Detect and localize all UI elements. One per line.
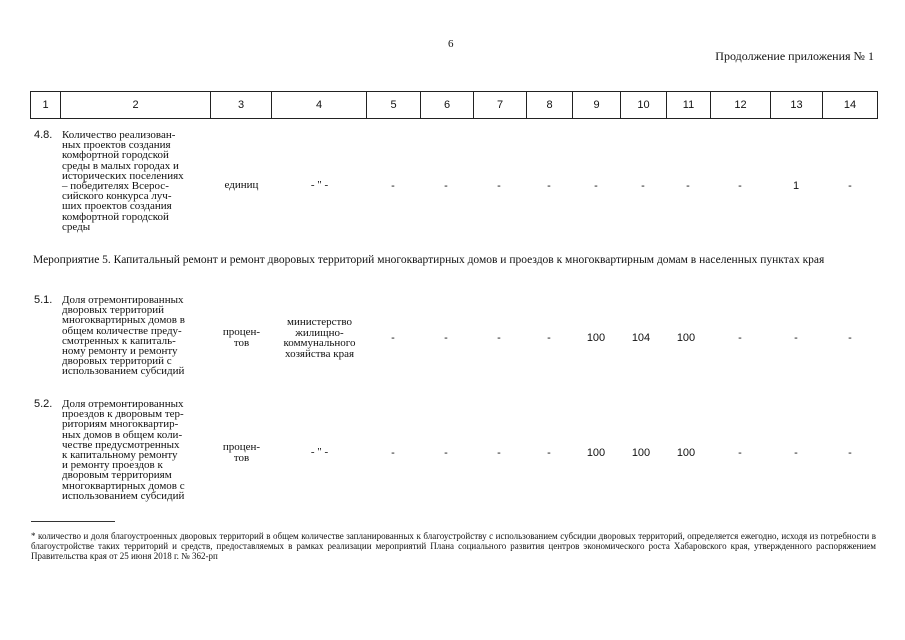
value-cell: -	[594, 180, 598, 192]
section-title: Мероприятие 5. Капитальный ремонт и ремонт дворовых территорий многоквартирных домов и проездов к многоквартирным домам в населенных пунктах края	[33, 254, 825, 266]
row-number: 4.8.	[34, 129, 53, 141]
footnote: * количество и доля благоустроенных дворовых территорий в общем количестве запланированных к благоустройству с использованием субсидии дворовых территорий, определяется ежегодно, исходя из потребности в благоустройстве таких территорий и средств, предоставляемых в рамках реализации мероприятий Плана социального развития центров экономического роста Хабаровского края, утвержденного распоряжением Правительства края от 25 июня 2018 г. № 362-рп	[31, 531, 876, 561]
value-cell: 1	[792, 180, 800, 192]
column-header: 4	[272, 92, 367, 119]
indicator-name: Количество реализован- ных проектов создания комфортной городской среды в малых городах и исторических поселениях – победителях Всерос- сийского конкурса луч- ших проектов создания комфортной городской среды	[62, 129, 184, 233]
value-cell: -	[444, 180, 448, 192]
value-cell: -	[497, 332, 501, 344]
continuation-label: Продолжение приложения № 1	[715, 49, 874, 63]
value-cell: -	[497, 447, 501, 459]
column-header: 7	[474, 92, 527, 119]
value-cell: 100	[676, 332, 696, 344]
column-header-table	[30, 91, 878, 119]
value-cell: -	[686, 180, 690, 192]
value-cell: -	[547, 332, 551, 344]
indicator-name: Доля отремонтированных дворовых территорий многоквартирных домов в общем количестве преду- смотренных к капиталь- ному ремонту и ремонту дворовых территорий с использованием субсидий	[62, 294, 185, 378]
value-cell: -	[794, 447, 798, 459]
footnote-divider	[31, 521, 115, 522]
value-cell: -	[444, 332, 448, 344]
row-number: 5.2.	[34, 398, 53, 410]
value-cell: -	[848, 447, 852, 459]
column-header: 1	[31, 92, 61, 119]
value-cell: -	[738, 332, 742, 344]
value-cell: -	[794, 332, 798, 344]
row-number: 5.1.	[34, 294, 53, 306]
column-header: 3	[211, 92, 272, 119]
value-cell: -	[391, 180, 395, 192]
unit-cell: единиц	[224, 179, 259, 191]
column-header: 8	[527, 92, 573, 119]
value-cell: 100	[676, 447, 696, 459]
column-header: 14	[823, 92, 878, 119]
value-cell: -	[547, 447, 551, 459]
column-header: 12	[711, 92, 771, 119]
column-header: 2	[61, 92, 211, 119]
value-cell: -	[391, 447, 395, 459]
value-cell: 104	[631, 332, 651, 344]
unit-cell: процен- тов	[222, 326, 261, 349]
column-header: 9	[573, 92, 621, 119]
value-cell: -	[641, 180, 645, 192]
value-cell: -	[391, 332, 395, 344]
indicator-name: Доля отремонтированных проездов к дворовым тер- риториям многоквартир- ных домов в общем коли- честве предусмотренных к капитальному ремонту и ремонту проездов к дворовым территориям многоквартирных домов с использованием субсидий	[62, 398, 185, 502]
column-header: 6	[421, 92, 474, 119]
value-cell: 100	[631, 447, 651, 459]
value-cell: -	[444, 447, 448, 459]
unit-cell: процен- тов	[222, 441, 261, 464]
column-header: 11	[667, 92, 711, 119]
executor-cell: - " -	[310, 179, 329, 191]
value-cell: -	[738, 180, 742, 192]
column-header: 10	[621, 92, 667, 119]
value-cell: -	[738, 447, 742, 459]
value-cell: -	[848, 180, 852, 192]
page-number: 6	[448, 38, 454, 50]
executor-cell: министерство жилищно- коммунального хозяйства края	[283, 316, 356, 360]
value-cell: 100	[586, 447, 606, 459]
column-header: 13	[771, 92, 823, 119]
column-header: 5	[367, 92, 421, 119]
value-cell: 100	[586, 332, 606, 344]
executor-cell: - " -	[310, 446, 329, 458]
value-cell: -	[848, 332, 852, 344]
value-cell: -	[497, 180, 501, 192]
value-cell: -	[547, 180, 551, 192]
